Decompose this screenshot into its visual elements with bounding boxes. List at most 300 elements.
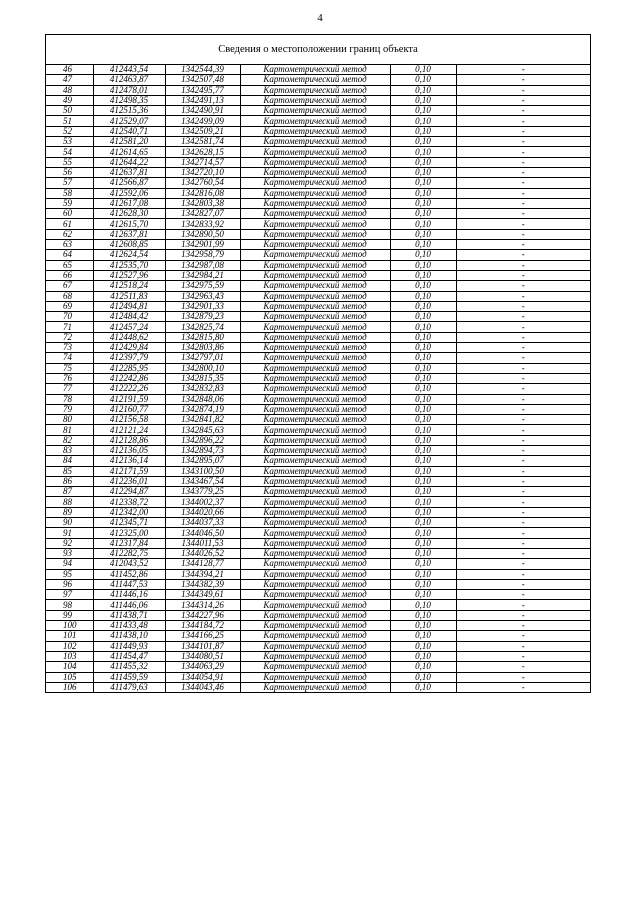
x-coordinate-cell: 411446,06 xyxy=(93,600,165,610)
accuracy-cell: 0,10 xyxy=(390,178,456,188)
x-coordinate-cell: 412443,54 xyxy=(93,65,165,75)
table-row xyxy=(46,188,590,198)
accuracy-cell: 0,10 xyxy=(390,126,456,136)
table-row xyxy=(46,301,590,311)
x-coordinate-cell: 412515,36 xyxy=(93,106,165,116)
y-coordinate-cell: 1342896,22 xyxy=(165,435,240,445)
table-row xyxy=(46,353,590,363)
table-row xyxy=(46,682,590,692)
x-coordinate-cell: 412429,84 xyxy=(93,343,165,353)
x-coordinate-cell: 412617,08 xyxy=(93,198,165,208)
x-coordinate-cell: 412338,72 xyxy=(93,497,165,507)
x-coordinate-cell: 412191,59 xyxy=(93,394,165,404)
x-coordinate-cell: 412511,83 xyxy=(93,291,165,301)
y-coordinate-cell: 1342800,10 xyxy=(165,363,240,373)
x-coordinate-cell: 412644,22 xyxy=(93,157,165,167)
x-coordinate-cell: 412494,81 xyxy=(93,301,165,311)
method-cell: Картометрический метод xyxy=(240,126,390,136)
table-row xyxy=(46,240,590,250)
accuracy-cell: 0,10 xyxy=(390,198,456,208)
x-coordinate-cell: 412136,14 xyxy=(93,456,165,466)
y-coordinate-cell: 1342879,23 xyxy=(165,312,240,322)
x-coordinate-cell: 412457,24 xyxy=(93,322,165,332)
note-cell: - xyxy=(456,404,590,414)
x-coordinate-cell: 412128,86 xyxy=(93,435,165,445)
y-coordinate-cell: 1342894,73 xyxy=(165,445,240,455)
accuracy-cell: 0,10 xyxy=(390,641,456,651)
accuracy-cell: 0,10 xyxy=(390,559,456,569)
table-row xyxy=(46,476,590,486)
y-coordinate-cell: 1342803,38 xyxy=(165,198,240,208)
method-cell: Картометрический метод xyxy=(240,466,390,476)
x-coordinate-cell: 412535,70 xyxy=(93,260,165,270)
y-coordinate-cell: 1342797,01 xyxy=(165,353,240,363)
note-cell: - xyxy=(456,641,590,651)
y-coordinate-cell: 1344349,61 xyxy=(165,590,240,600)
point-number-cell: 63 xyxy=(46,240,93,250)
y-coordinate-cell: 1342509,21 xyxy=(165,126,240,136)
x-coordinate-cell: 412242,86 xyxy=(93,373,165,383)
x-coordinate-cell: 412637,81 xyxy=(93,229,165,239)
accuracy-cell: 0,10 xyxy=(390,116,456,126)
accuracy-cell: 0,10 xyxy=(390,209,456,219)
method-cell: Картометрический метод xyxy=(240,209,390,219)
y-coordinate-cell: 1342544,39 xyxy=(165,65,240,75)
point-number-cell: 80 xyxy=(46,415,93,425)
accuracy-cell: 0,10 xyxy=(390,332,456,342)
note-cell: - xyxy=(456,240,590,250)
note-cell: - xyxy=(456,651,590,661)
point-number-cell: 93 xyxy=(46,548,93,558)
x-coordinate-cell: 411455,32 xyxy=(93,662,165,672)
point-number-cell: 62 xyxy=(46,229,93,239)
point-number-cell: 89 xyxy=(46,507,93,517)
point-number-cell: 86 xyxy=(46,476,93,486)
table-row xyxy=(46,456,590,466)
y-coordinate-cell: 1344314,26 xyxy=(165,600,240,610)
accuracy-cell: 0,10 xyxy=(390,415,456,425)
accuracy-cell: 0,10 xyxy=(390,147,456,157)
accuracy-cell: 0,10 xyxy=(390,363,456,373)
note-cell: - xyxy=(456,621,590,631)
table-row xyxy=(46,229,590,239)
point-number-cell: 68 xyxy=(46,291,93,301)
table-row xyxy=(46,425,590,435)
table-row xyxy=(46,312,590,322)
table-row xyxy=(46,415,590,425)
accuracy-cell: 0,10 xyxy=(390,425,456,435)
note-cell: - xyxy=(456,445,590,455)
table-row xyxy=(46,137,590,147)
y-coordinate-cell: 1342760,54 xyxy=(165,178,240,188)
accuracy-cell: 0,10 xyxy=(390,353,456,363)
y-coordinate-cell: 1344002,37 xyxy=(165,497,240,507)
x-coordinate-cell: 412624,54 xyxy=(93,250,165,260)
accuracy-cell: 0,10 xyxy=(390,322,456,332)
point-number-cell: 65 xyxy=(46,260,93,270)
point-number-cell: 92 xyxy=(46,538,93,548)
accuracy-cell: 0,10 xyxy=(390,312,456,322)
x-coordinate-cell: 412294,87 xyxy=(93,487,165,497)
y-coordinate-cell: 1343779,25 xyxy=(165,487,240,497)
method-cell: Картометрический метод xyxy=(240,240,390,250)
y-coordinate-cell: 1342816,08 xyxy=(165,188,240,198)
table-row xyxy=(46,126,590,136)
point-number-cell: 48 xyxy=(46,85,93,95)
page-number: 4 xyxy=(317,12,323,24)
table-row xyxy=(46,363,590,373)
point-number-cell: 55 xyxy=(46,157,93,167)
y-coordinate-cell: 1342874,19 xyxy=(165,404,240,414)
coordinates-table-body xyxy=(46,65,590,692)
y-coordinate-cell: 1342901,33 xyxy=(165,301,240,311)
method-cell: Картометрический метод xyxy=(240,106,390,116)
accuracy-cell: 0,10 xyxy=(390,75,456,85)
method-cell: Картометрический метод xyxy=(240,651,390,661)
x-coordinate-cell: 412498,35 xyxy=(93,95,165,105)
table-row xyxy=(46,147,590,157)
table-row xyxy=(46,631,590,641)
table-row xyxy=(46,116,590,126)
point-number-cell: 94 xyxy=(46,559,93,569)
note-cell: - xyxy=(456,301,590,311)
table-title: Сведения о местоположении границ объекта xyxy=(46,35,590,65)
table-row xyxy=(46,569,590,579)
point-number-cell: 101 xyxy=(46,631,93,641)
table-row xyxy=(46,600,590,610)
accuracy-cell: 0,10 xyxy=(390,384,456,394)
table-row xyxy=(46,157,590,167)
table-row xyxy=(46,507,590,517)
point-number-cell: 51 xyxy=(46,116,93,126)
method-cell: Картометрический метод xyxy=(240,641,390,651)
x-coordinate-cell: 412566,87 xyxy=(93,178,165,188)
table-row xyxy=(46,85,590,95)
table-row xyxy=(46,641,590,651)
note-cell: - xyxy=(456,518,590,528)
note-cell: - xyxy=(456,384,590,394)
y-coordinate-cell: 1343100,50 xyxy=(165,466,240,476)
table-row xyxy=(46,672,590,682)
table-row xyxy=(46,610,590,620)
accuracy-cell: 0,10 xyxy=(390,404,456,414)
x-coordinate-cell: 412160,77 xyxy=(93,404,165,414)
point-number-cell: 102 xyxy=(46,641,93,651)
method-cell: Картометрический метод xyxy=(240,95,390,105)
accuracy-cell: 0,10 xyxy=(390,466,456,476)
table-row xyxy=(46,497,590,507)
note-cell: - xyxy=(456,229,590,239)
table-row xyxy=(46,260,590,270)
point-number-cell: 78 xyxy=(46,394,93,404)
method-cell: Картометрический метод xyxy=(240,487,390,497)
coordinates-table-frame xyxy=(45,34,591,693)
point-number-cell: 97 xyxy=(46,590,93,600)
table-row xyxy=(46,559,590,569)
accuracy-cell: 0,10 xyxy=(390,590,456,600)
y-coordinate-cell: 1342803,86 xyxy=(165,343,240,353)
method-cell: Картометрический метод xyxy=(240,497,390,507)
y-coordinate-cell: 1342815,80 xyxy=(165,332,240,342)
note-cell: - xyxy=(456,188,590,198)
accuracy-cell: 0,10 xyxy=(390,610,456,620)
y-coordinate-cell: 1342848,06 xyxy=(165,394,240,404)
y-coordinate-cell: 1344166,25 xyxy=(165,631,240,641)
y-coordinate-cell: 1344020,66 xyxy=(165,507,240,517)
y-coordinate-cell: 1342507,48 xyxy=(165,75,240,85)
note-cell: - xyxy=(456,363,590,373)
note-cell: - xyxy=(456,332,590,342)
x-coordinate-cell: 412518,24 xyxy=(93,281,165,291)
y-coordinate-cell: 1342499,09 xyxy=(165,116,240,126)
x-coordinate-cell: 412397,79 xyxy=(93,353,165,363)
note-cell: - xyxy=(456,672,590,682)
point-number-cell: 56 xyxy=(46,167,93,177)
y-coordinate-cell: 1342901,99 xyxy=(165,240,240,250)
method-cell: Картометрический метод xyxy=(240,343,390,353)
accuracy-cell: 0,10 xyxy=(390,497,456,507)
x-coordinate-cell: 412637,81 xyxy=(93,167,165,177)
point-number-cell: 103 xyxy=(46,651,93,661)
note-cell: - xyxy=(521,682,525,692)
accuracy-cell: 0,10 xyxy=(390,260,456,270)
method-cell: Картометрический метод xyxy=(240,600,390,610)
point-number-cell: 57 xyxy=(46,178,93,188)
accuracy-cell: 0,10 xyxy=(390,651,456,661)
y-coordinate-cell: 1344394,21 xyxy=(165,569,240,579)
accuracy-cell: 0,10 xyxy=(390,240,456,250)
x-coordinate-cell: 412317,84 xyxy=(93,538,165,548)
note-cell: - xyxy=(456,209,590,219)
point-number-cell: 85 xyxy=(46,466,93,476)
point-number-cell: 64 xyxy=(46,250,93,260)
x-coordinate-cell: 412136,05 xyxy=(93,445,165,455)
accuracy-cell: 0,10 xyxy=(390,65,456,75)
x-coordinate-cell: 412463,87 xyxy=(93,75,165,85)
accuracy-cell: 0,10 xyxy=(390,137,456,147)
note-cell: - xyxy=(456,590,590,600)
table-row xyxy=(46,291,590,301)
point-number-cell: 90 xyxy=(46,518,93,528)
note-cell: - xyxy=(456,415,590,425)
point-number-cell: 104 xyxy=(46,662,93,672)
table-row xyxy=(46,445,590,455)
accuracy-cell: 0,10 xyxy=(390,600,456,610)
x-coordinate-cell: 412592,06 xyxy=(93,188,165,198)
table-row xyxy=(46,662,590,672)
method-cell: Картометрический метод xyxy=(240,518,390,528)
table-row xyxy=(46,281,590,291)
y-coordinate-cell: 1344046,50 xyxy=(165,528,240,538)
note-cell: - xyxy=(456,95,590,105)
x-coordinate-cell: 411433,48 xyxy=(93,621,165,631)
y-coordinate-cell: 1344054,91 xyxy=(165,672,240,682)
method-cell: Картометрический метод xyxy=(240,579,390,589)
y-coordinate-cell: 1342845,63 xyxy=(165,425,240,435)
point-number-cell: 60 xyxy=(46,209,93,219)
method-cell: Картометрический метод xyxy=(240,157,390,167)
method-cell: Картометрический метод xyxy=(240,631,390,641)
x-coordinate-cell: 412540,71 xyxy=(93,126,165,136)
note-cell: - xyxy=(456,528,590,538)
method-cell: Картометрический метод xyxy=(240,425,390,435)
point-number-cell: 61 xyxy=(46,219,93,229)
table-row xyxy=(46,178,590,188)
method-cell: Картометрический метод xyxy=(240,270,390,280)
accuracy-cell: 0,10 xyxy=(390,579,456,589)
note-cell: - xyxy=(456,507,590,517)
method-cell: Картометрический метод xyxy=(240,590,390,600)
x-coordinate-cell: 411459,59 xyxy=(93,672,165,682)
x-coordinate-cell: 412615,70 xyxy=(93,219,165,229)
method-cell: Картометрический метод xyxy=(240,301,390,311)
table-row xyxy=(46,538,590,548)
table-row xyxy=(46,167,590,177)
note-cell: - xyxy=(456,600,590,610)
x-coordinate-cell: 412285,95 xyxy=(93,363,165,373)
y-coordinate-cell: 1342895,07 xyxy=(165,456,240,466)
method-cell: Картометрический метод xyxy=(240,353,390,363)
accuracy-cell: 0,10 xyxy=(390,250,456,260)
note-cell: - xyxy=(456,178,590,188)
method-cell: Картометрический метод xyxy=(240,672,390,682)
note-cell: - xyxy=(456,75,590,85)
table-row xyxy=(46,343,590,353)
accuracy-cell: 0,10 xyxy=(390,518,456,528)
method-cell: Картометрический метод xyxy=(240,65,390,75)
point-number-cell: 66 xyxy=(46,270,93,280)
method-cell: Картометрический метод xyxy=(240,528,390,538)
point-number-cell: 77 xyxy=(46,384,93,394)
note-cell: - xyxy=(456,157,590,167)
table-row xyxy=(46,621,590,631)
x-coordinate-cell: 412325,00 xyxy=(93,528,165,538)
x-coordinate-cell: 411438,10 xyxy=(93,631,165,641)
method-cell: Картометрический метод xyxy=(240,332,390,342)
x-coordinate-cell: 412236,01 xyxy=(93,476,165,486)
table-row xyxy=(46,198,590,208)
method-cell: Картометрический метод xyxy=(240,198,390,208)
x-coordinate-cell: 412527,96 xyxy=(93,270,165,280)
y-coordinate-cell: 1342958,79 xyxy=(165,250,240,260)
table-row xyxy=(46,466,590,476)
x-coordinate-cell: 412448,62 xyxy=(93,332,165,342)
method-cell: Картометрический метод xyxy=(240,621,390,631)
method-cell: Картометрический метод xyxy=(240,188,390,198)
method-cell: Картометрический метод xyxy=(240,85,390,95)
note-cell: - xyxy=(456,116,590,126)
x-coordinate-cell: 412222,26 xyxy=(93,384,165,394)
x-coordinate-cell: 412581,20 xyxy=(93,137,165,147)
coordinates-table xyxy=(46,65,590,692)
y-coordinate-cell: 1342827,07 xyxy=(165,209,240,219)
y-coordinate-cell: 1342720,10 xyxy=(165,167,240,177)
accuracy-cell: 0,10 xyxy=(390,95,456,105)
method-cell: Картометрический метод xyxy=(240,415,390,425)
note-cell: - xyxy=(456,312,590,322)
note-cell: - xyxy=(456,322,590,332)
note-cell: - xyxy=(456,343,590,353)
method-cell: Картометрический метод xyxy=(240,219,390,229)
point-number-cell: 82 xyxy=(46,435,93,445)
point-number-cell: 83 xyxy=(46,445,93,455)
accuracy-cell: 0,10 xyxy=(390,435,456,445)
y-coordinate-cell: 1344101,87 xyxy=(165,641,240,651)
x-coordinate-cell: 412156,58 xyxy=(93,415,165,425)
note-cell: - xyxy=(456,198,590,208)
point-number-cell: 95 xyxy=(46,569,93,579)
x-coordinate-cell: 412614,65 xyxy=(93,147,165,157)
table-row xyxy=(46,487,590,497)
accuracy-cell: 0,10 xyxy=(390,476,456,486)
note-cell: - xyxy=(456,65,590,75)
method-cell: Картометрический метод xyxy=(240,291,390,301)
y-coordinate-cell: 1344382,39 xyxy=(165,579,240,589)
note-cell: - xyxy=(456,497,590,507)
accuracy-cell: 0,10 xyxy=(390,487,456,497)
x-coordinate-cell: 411452,86 xyxy=(93,569,165,579)
table-row xyxy=(46,219,590,229)
accuracy-cell: 0,10 xyxy=(390,281,456,291)
y-coordinate-cell: 1344227,96 xyxy=(165,610,240,620)
y-coordinate-cell: 1342975,59 xyxy=(165,281,240,291)
method-cell: Картометрический метод xyxy=(240,456,390,466)
x-coordinate-cell: 412171,59 xyxy=(93,466,165,476)
x-coordinate-cell: 411479,63 xyxy=(93,682,165,692)
y-coordinate-cell: 1342495,77 xyxy=(165,85,240,95)
y-coordinate-cell: 1342833,92 xyxy=(165,219,240,229)
method-cell: Картометрический метод xyxy=(240,548,390,558)
note-cell: - xyxy=(456,85,590,95)
note-cell: - xyxy=(456,260,590,270)
method-cell: Картометрический метод xyxy=(240,260,390,270)
accuracy-cell: 0,10 xyxy=(390,456,456,466)
point-number-cell: 76 xyxy=(46,373,93,383)
note-cell: - xyxy=(456,487,590,497)
accuracy-cell: 0,10 xyxy=(390,167,456,177)
point-number-cell: 73 xyxy=(46,343,93,353)
note-cell: - xyxy=(456,456,590,466)
method-cell: Картометрический метод xyxy=(240,559,390,569)
note-cell: - xyxy=(456,435,590,445)
table-row xyxy=(46,95,590,105)
y-coordinate-cell: 1342984,21 xyxy=(165,270,240,280)
table-row xyxy=(46,209,590,219)
accuracy-cell: 0,10 xyxy=(390,301,456,311)
note-cell: - xyxy=(456,147,590,157)
x-coordinate-cell: 411447,53 xyxy=(93,579,165,589)
method-cell: Картометрический метод xyxy=(240,682,390,692)
y-coordinate-cell: 1344011,53 xyxy=(165,538,240,548)
point-number-cell: 72 xyxy=(46,332,93,342)
method-cell: Картометрический метод xyxy=(240,662,390,672)
note-cell: - xyxy=(456,291,590,301)
accuracy-cell: 0,10 xyxy=(390,528,456,538)
accuracy-cell: 0,10 xyxy=(390,188,456,198)
x-coordinate-cell: 412043,52 xyxy=(93,559,165,569)
method-cell: Картометрический метод xyxy=(240,167,390,177)
table-row xyxy=(46,322,590,332)
point-number-cell: 59 xyxy=(46,198,93,208)
accuracy-cell: 0,10 xyxy=(390,157,456,167)
table-row xyxy=(46,394,590,404)
point-number-cell: 84 xyxy=(46,456,93,466)
note-cell: - xyxy=(456,373,590,383)
accuracy-cell: 0,10 xyxy=(390,507,456,517)
x-coordinate-cell: 411438,71 xyxy=(93,610,165,620)
y-coordinate-cell: 1342581,74 xyxy=(165,137,240,147)
method-cell: Картометрический метод xyxy=(240,312,390,322)
